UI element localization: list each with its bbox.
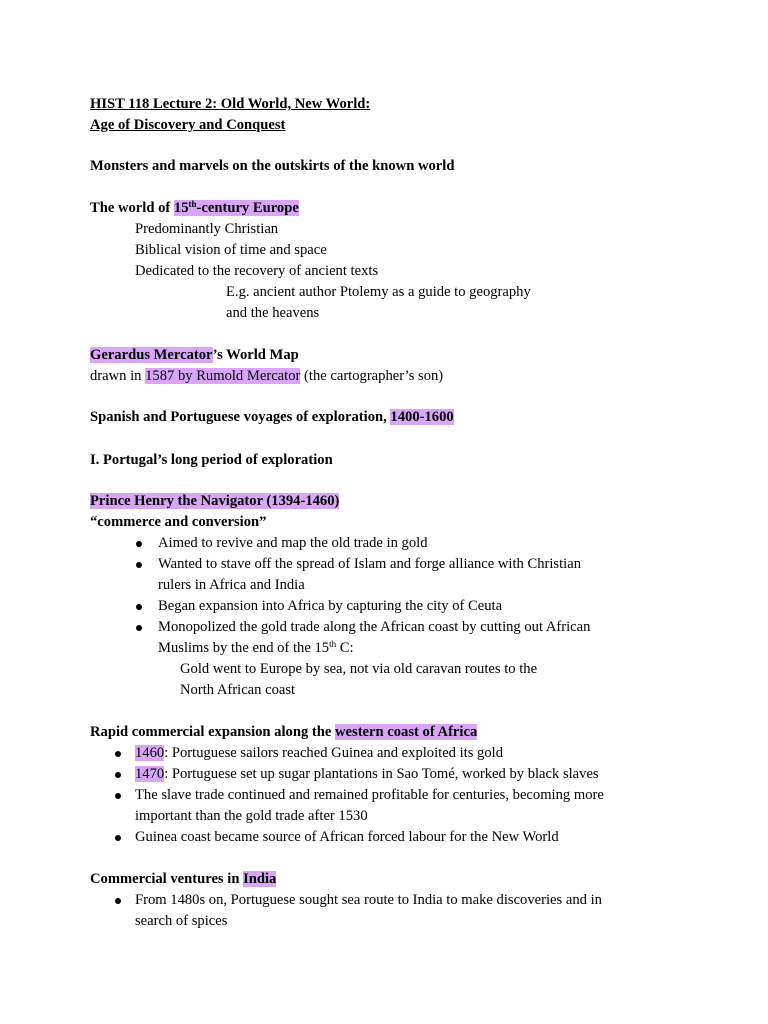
bullet-icon xyxy=(136,604,142,610)
bullet-icon xyxy=(136,625,142,631)
henry-heading: Prince Henry the Navigator (1394-1460) xyxy=(90,493,340,509)
voyages-heading: Spanish and Portuguese voyages of exploration, 1400-1600 xyxy=(90,409,454,425)
india-bullet-1-line1: From 1480s on, Portuguese sought sea route to India to make discoveries and in xyxy=(135,892,602,908)
rapid-heading: Rapid commercial expansion along the western coast of Africa xyxy=(90,724,478,740)
rapid-bullet-2: 1470: Portuguese set up sugar plantations in Sao Tomé, worked by black slaves xyxy=(135,766,599,782)
india-heading: Commercial ventures in India xyxy=(90,871,277,887)
henry-bullet-4-line2: Muslims by the end of the 15th C: xyxy=(158,639,354,656)
mercator-drawn-line: drawn in 1587 by Rumold Mercator (the cartographer’s son) xyxy=(90,368,444,384)
henry-bullet-2-line2: rulers in Africa and India xyxy=(158,577,305,593)
henry-quote: “commerce and conversion” xyxy=(90,514,267,530)
rapid-bullet-3-line2: important than the gold trade after 1530 xyxy=(135,808,368,824)
bullet-icon xyxy=(115,751,121,757)
bullet-icon xyxy=(136,562,142,568)
monsters-heading: Monsters and marvels on the outskirts of the known world xyxy=(90,158,455,174)
world-subitem-1: E.g. ancient author Ptolemy as a guide to geography xyxy=(226,284,531,300)
world-heading: The world of 15th-century Europe xyxy=(90,199,299,216)
henry-subitem-1: Gold went to Europe by sea, not via old caravan routes to the xyxy=(180,661,538,677)
bullet-icon xyxy=(115,898,121,904)
world-item-1: Predominantly Christian xyxy=(135,221,279,237)
lecture-title-line1: HIST 118 Lecture 2: Old World, New World: xyxy=(90,96,371,112)
bullet-icon xyxy=(115,835,121,841)
bullet-icon xyxy=(115,772,121,778)
india-bullet-1-line2: search of spices xyxy=(135,913,228,929)
rapid-bullet-3-line1: The slave trade continued and remained profitable for centuries, becoming more xyxy=(135,787,604,803)
rapid-bullet-1: 1460: Portuguese sailors reached Guinea and exploited its gold xyxy=(135,745,504,761)
bullet-icon xyxy=(115,793,121,799)
henry-bullet-2-line1: Wanted to stave off the spread of Islam and forge alliance with Christian xyxy=(158,556,581,572)
henry-bullet-3: Began expansion into Africa by capturing the city of Ceuta xyxy=(158,598,503,614)
world-item-2: Biblical vision of time and space xyxy=(135,242,327,258)
bullet-icon xyxy=(136,541,142,547)
world-heading-highlight: 15th-century Europe xyxy=(173,199,299,216)
henry-bullet-4-line1: Monopolized the gold trade along the African coast by cutting out African xyxy=(158,619,591,635)
world-item-3: Dedicated to the recovery of ancient texts xyxy=(135,263,379,279)
henry-bullet-1: Aimed to revive and map the old trade in gold xyxy=(158,535,428,551)
rapid-bullet-4: Guinea coast became source of African forced labour for the New World xyxy=(135,829,559,845)
henry-subitem-2: North African coast xyxy=(180,682,296,698)
section-1-heading: I. Portugal’s long period of exploration xyxy=(90,452,333,468)
mercator-heading: Gerardus Mercator’s World Map xyxy=(90,347,299,363)
lecture-title-line2: Age of Discovery and Conquest xyxy=(90,117,286,133)
world-subitem-2: and the heavens xyxy=(226,305,320,321)
